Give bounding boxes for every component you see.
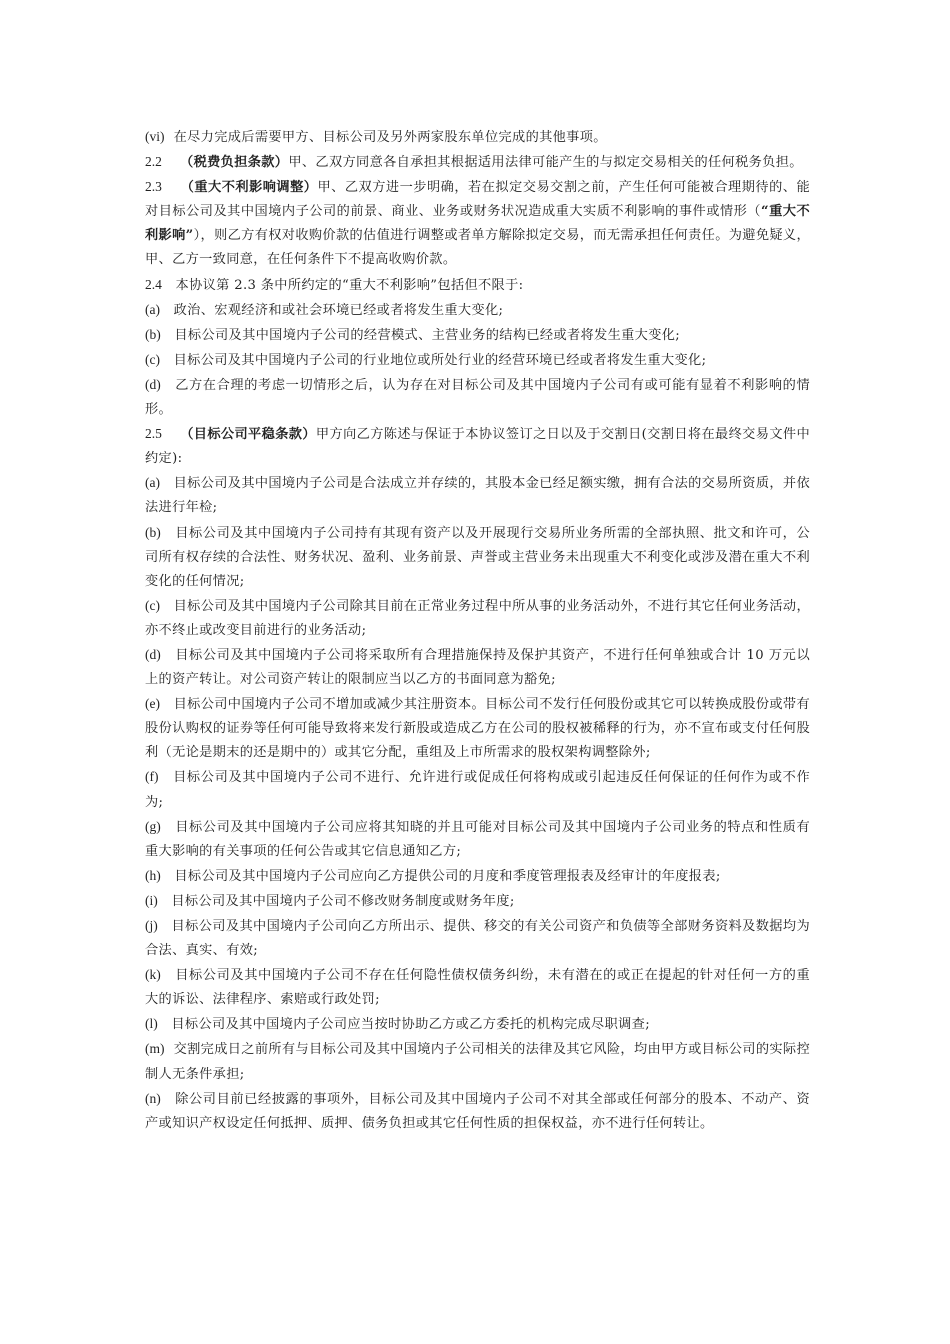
item-e (145, 692, 810, 765)
clause-title: （税费负担条款） (180, 155, 289, 171)
item-label: (m) (145, 1041, 165, 1057)
item-c (145, 594, 810, 643)
item-text: 目标公司及其中国境内子公司将采取所有合理措施保持及保护其资产，不进行任何单独或合计 10 万元以上的资产转让。对公司资产转让的限制应当以乙方的书面同意为豁免; (145, 647, 810, 688)
item-text: 交割完成日之前所有与目标公司及其中国境内子公司相关的法律及其它风险，均由甲方或目标公司的实际控制人无条件承担; (145, 1042, 810, 1082)
item-j (145, 914, 810, 963)
item-l (145, 1012, 810, 1037)
item-label: (e) (145, 696, 160, 712)
item-text: 政治、宏观经济和或社会环境已经或者将发生重大变化; (173, 302, 504, 318)
item-text: 目标公司及其中国境内子公司不进行、允许进行或促成任何将构成或引起违反任何保证的任何作为或不作为; (145, 770, 810, 810)
clause-label: 2.3 (145, 179, 162, 195)
item-label: (a) (145, 301, 160, 317)
item-text: 目标公司及其中国境内子公司不存在任何隐性债权债务纠纷，未有潜在的或正在提起的针对任何一方的重大的诉讼、法律程序、索赔或行政处罚; (145, 968, 810, 1008)
clause-title: （目标公司平稳条款） (180, 427, 316, 443)
item-k (145, 963, 810, 1012)
item-label: (h) (145, 867, 161, 883)
item-g (145, 815, 810, 864)
clause-text-continued: ），则乙方有权对收购价款的估值进行调整或者单方解除拟定交易，而无需承担任何责任。为避免疑义，甲、乙方一致同意，在任何条件下不提高收购价款。 (145, 228, 810, 268)
clause-title: （重大不利影响调整） (180, 180, 318, 196)
item-label: (b) (145, 326, 161, 342)
item-m (145, 1037, 810, 1086)
item-d (145, 373, 810, 422)
item-label: (d) (145, 646, 161, 662)
item-f (145, 765, 810, 814)
item-text: 目标公司及其中国境内子公司的经营模式、主营业务的结构已经或者将发生重大变化; (174, 327, 681, 343)
item-text: 目标公司及其中国境内子公司应将其知晓的并且可能对目标公司及其中国境内子公司业务的特点和性质有重大影响的有关事项的任何公告或其它信息通知乙方; (145, 819, 810, 859)
item-h (145, 864, 810, 889)
item-text: 目标公司及其中国境内子公司持有其现有资产以及开展现行交易所业务所需的全部执照、批文和许可，公司所有权存续的合法性、财务状况、盈利、业务前景、声誉或主营业务未出现重大不利变化或涉及潜在重大不利变化的任何情况; (145, 525, 810, 589)
item-text: 乙方在合理的考虑一切情形之后，认为存在对目标公司及其中国境内子公司有或可能有显着不利影响的情形。 (145, 377, 810, 418)
item-i (145, 889, 810, 914)
item-label: (c) (145, 351, 160, 367)
item-label: (f) (145, 769, 159, 785)
item-label: (j) (145, 918, 158, 933)
clause-2-2 (145, 150, 810, 175)
item-text: 目标公司中国境内子公司不增加或减少其注册资本。目标公司不发行任何股份或其它可以转换成股份或带有股份认购权的证券等任何可能导致将来发行新股或造成乙方在公司的股权被稀释的行为，亦不宣布或支付任何股利（无论是期末的还是期中的）或其它分配，重组及上市所需求的股权架构调整除外; (145, 697, 810, 761)
item-text: 目标公司及其中国境内子公司是合法成立并存续的，其股本金已经足额实缴，拥有合法的交易所资质，并依法进行年检; (145, 476, 810, 516)
clause-text: 甲、乙双方进一步明确，若在拟定交易交割之前，产生任何可能被合理期待的、能对目标公司及其中国境内子公司的前景、商业、业务或财务状况造成重大实质不利影响的事件或情形（ (145, 180, 811, 220)
item-label: (l) (145, 1016, 158, 1032)
item-b (145, 323, 810, 348)
clause-label: 2.4 (145, 276, 162, 292)
item-label: (d) (145, 376, 161, 392)
clause-label: (vi) (145, 129, 165, 144)
clause-label: 2.2 (145, 154, 162, 170)
item-n (145, 1087, 810, 1136)
item-text: 目标公司及其中国境内子公司除其目前在正常业务过程中所从事的业务活动外，不进行其它任何业务活动，亦不终止或改变目前进行的业务活动; (145, 598, 810, 638)
item-label: (b) (145, 524, 161, 540)
item-a (145, 471, 810, 520)
item-label: (g) (145, 818, 161, 834)
item-b (145, 521, 810, 594)
clause-2-4 (145, 273, 810, 298)
item-text: 目标公司及其中国境内子公司不修改财务制度或财务年度; (171, 893, 515, 909)
clause-2-3 (145, 175, 810, 272)
defined-term: “重大不利影响” (145, 204, 810, 244)
clause-label: 2.5 (145, 426, 162, 442)
item-label: (i) (145, 892, 158, 908)
clause-text: 甲、乙双方同意各自承担其根据适用法律可能产生的与拟定交易相关的任何税务负担。 (288, 155, 803, 171)
clause-vi (145, 125, 810, 150)
document-page (145, 125, 810, 1136)
item-label: (k) (145, 967, 161, 983)
item-label: (a) (145, 475, 160, 491)
item-c (145, 348, 810, 373)
item-text: 除公司目前已经披露的事项外，目标公司及其中国境内子公司不对其全部或任何部分的股本、不动产、资产或知识产权设定任何抵押、质押、债务负担或其它任何性质的担保权益，亦不进行任何转让。 (145, 1091, 810, 1131)
item-label: (c) (145, 597, 160, 613)
item-text: 目标公司及其中国境内子公司应向乙方提供公司的月度和季度管理报表及经审计的年度报表; (174, 868, 721, 884)
clause-text: 本协议第 2.3 条中所约定的“重大不利影响”包括但不限于: (175, 277, 524, 293)
item-text: 目标公司及其中国境内子公司应当按时协助乙方或乙方委托的机构完成尽职调查; (171, 1017, 650, 1033)
item-text: 目标公司及其中国境内子公司的行业地位或所处行业的经营环境已经或者将发生重大变化; (173, 352, 707, 368)
clause-2-5 (145, 422, 810, 471)
clause-text: 甲方向乙方陈述与保证于本协议签订之日以及于交割日(交割日将在最终交易文件中约定): (145, 427, 811, 467)
item-a (145, 298, 810, 323)
item-d (145, 643, 810, 692)
clause-text: 在尽力完成后需要甲方、目标公司及另外两家股东单位完成的其他事项。 (173, 130, 607, 145)
item-text: 目标公司及其中国境内子公司向乙方所出示、提供、移交的有关公司资产和负债等全部财务资料及数据均为合法、真实、有效; (145, 919, 810, 959)
item-label: (n) (145, 1090, 161, 1106)
